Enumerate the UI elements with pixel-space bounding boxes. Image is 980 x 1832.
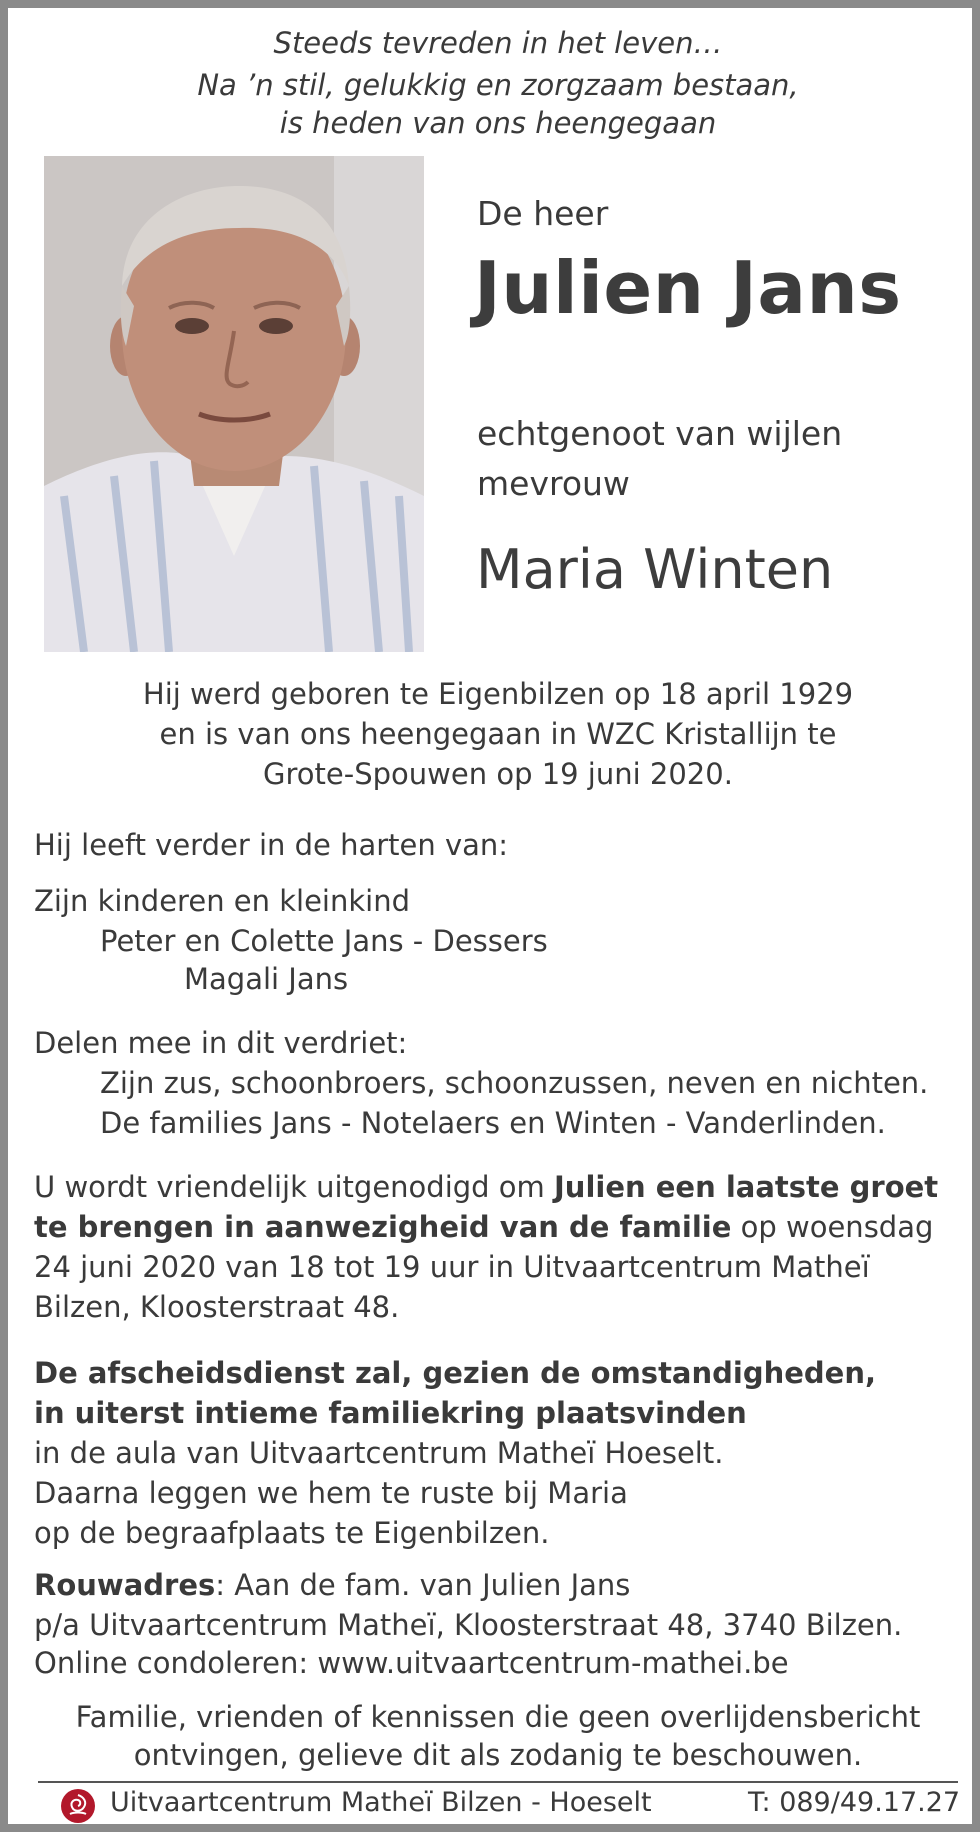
notice-line-1: Familie, vrienden of kennissen die geen overlijdensbericht	[75, 1700, 921, 1734]
portrait-illustration	[44, 156, 424, 652]
invitation-text: U wordt vriendelijk uitgenodigd om	[34, 1170, 555, 1204]
deceased-title: De heer	[477, 194, 609, 233]
share-line-2: De families Jans - Notelaers en Winten - Vanderlinden.	[100, 1106, 886, 1140]
invitation-emphasis: Julien een laatste groet	[554, 1170, 939, 1204]
spouse-name: Maria Winten	[476, 538, 834, 601]
children-line-1: Peter en Colette Jans - Dessers	[100, 924, 548, 958]
address-recipient: : Aan de fam. van Julien Jans	[215, 1568, 631, 1602]
service-line-2: in uiterst intieme familiekring plaatsvinden	[34, 1396, 747, 1430]
invitation-line-2	[34, 1208, 933, 1247]
portrait-photo	[44, 156, 424, 652]
deceased-name: Julien Jans	[474, 246, 902, 330]
invitation-line-1	[34, 1168, 938, 1207]
motto-line-3: is heden van ons heengegaan	[279, 106, 717, 140]
online-condolence-line: Online condoleren: www.uitvaartcentrum-mathei.be	[34, 1646, 789, 1680]
footer-divider	[38, 1781, 958, 1783]
motto-line-1: Steeds tevreden in het leven…	[273, 26, 723, 60]
invitation-text-2: op woensdag	[731, 1210, 934, 1244]
share-line-1: Zijn zus, schoonbroers, schoonzussen, neven en nichten.	[100, 1066, 929, 1100]
spouse-relation-line-1: echtgenoot van wijlen	[477, 414, 843, 453]
bio-line-3: Grote-Spouwen op 19 juni 2020.	[263, 757, 733, 791]
footer-phone: T: 089/49.17.27	[748, 1787, 961, 1818]
invitation-line-4: Bilzen, Kloosterstraat 48.	[34, 1290, 400, 1324]
service-line-5: op de begraafplaats te Eigenbilzen.	[34, 1516, 550, 1550]
service-line-3: in de aula van Uitvaartcentrum Matheï Hoeselt.	[34, 1436, 724, 1470]
footer-company: Uitvaartcentrum Matheï Bilzen - Hoeselt	[110, 1787, 652, 1818]
invitation-line-3: 24 juni 2020 van 18 tot 19 uur in Uitvaartcentrum Matheï	[34, 1250, 870, 1284]
family-heading: Hij leeft verder in de harten van:	[34, 828, 509, 862]
bio-line-2: en is van ons heengegaan in WZC Kristallijn te	[159, 717, 837, 751]
rose-logo-icon	[60, 1788, 96, 1824]
address-label: Rouwadres	[34, 1568, 216, 1602]
notice-line-2: ontvingen, gelieve dit als zodanig te beschouwen.	[133, 1738, 863, 1772]
spouse-relation-line-2: mevrouw	[477, 464, 630, 503]
address-line-2: p/a Uitvaartcentrum Matheï, Kloosterstraat 48, 3740 Bilzen.	[34, 1608, 903, 1642]
bio-line-1: Hij werd geboren te Eigenbilzen op 18 april 1929	[142, 677, 854, 711]
service-line-4: Daarna leggen we hem te ruste bij Maria	[34, 1476, 628, 1510]
grandchild-line: Magali Jans	[184, 962, 349, 996]
service-line-1: De afscheidsdienst zal, gezien de omstandigheden,	[34, 1356, 877, 1390]
motto-line-2: Na ’n stil, gelukkig en zorgzaam bestaan,	[197, 68, 799, 102]
children-heading: Zijn kinderen en kleinkind	[34, 884, 410, 918]
share-heading: Delen mee in dit verdriet:	[34, 1026, 408, 1060]
invitation-emphasis-2: te brengen in aanwezigheid van de familie	[34, 1210, 732, 1244]
address-line-1	[34, 1566, 630, 1605]
